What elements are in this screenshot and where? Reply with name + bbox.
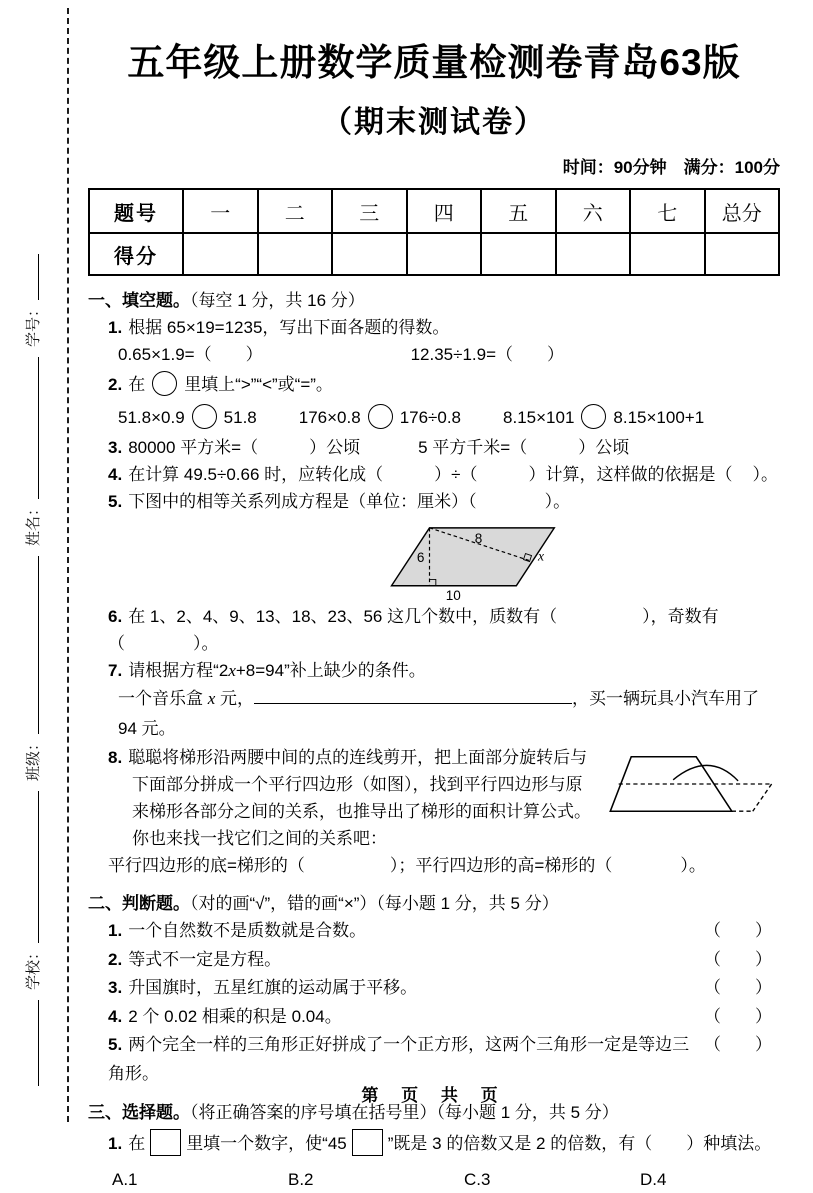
- judge-statement: 两个完全一样的三角形正好拼成了一个正方形，这两个三角形一定是等边三角形。: [108, 1035, 690, 1083]
- section1-heading: [88, 288, 780, 314]
- s1-q4-main: [108, 461, 732, 488]
- height-label: 6: [416, 550, 425, 566]
- s1-q7-text-post: +8=94”补上缺少的条件。: [235, 661, 426, 680]
- s3-q1-p3: ”既是 3 的倍数又是 2 的倍数，有（ ）种填法。: [387, 1134, 772, 1153]
- score-cell: [332, 233, 407, 275]
- page-footer: 第 页 共 页: [361, 1086, 507, 1105]
- section2-note: （对的画“√”，错的画“×”）（每小题 1 分，共 5 分）: [190, 894, 559, 913]
- s1-q7-line2-post: ，买一辆玩具小汽车用了 94 元。: [118, 689, 760, 738]
- exam-meta: 时间：90分钟 满分：100分: [562, 158, 780, 177]
- s1-q7-text-pre: 请根据方程“2: [128, 661, 229, 680]
- exam-paper-page: [10, 0, 803, 1189]
- section1-note: （每空 1 分，共 16 分）: [190, 291, 365, 310]
- s1-q3-part1: 80000 平方米=（ ）公顷: [128, 438, 361, 457]
- s1-q6-text: 在 1、2、4、9、13、18、23、56 这几个数中，质数有（ ），奇数有（ ）。: [108, 607, 719, 653]
- s2-item: [88, 974, 780, 1003]
- name-label: 姓名：: [24, 500, 42, 546]
- compare-circle: [152, 371, 177, 396]
- student-id-label: 学号：: [24, 301, 42, 347]
- s1-q7-line2: [88, 684, 780, 744]
- s1-q7-line2-mid: 元，: [215, 689, 255, 708]
- s1-q8: [88, 744, 780, 852]
- parallelogram-shape: [392, 528, 555, 586]
- s2-item-text: [108, 974, 417, 1003]
- page-subtitle: （期末测试卷）: [322, 106, 546, 139]
- s1-q5-text: 下图中的相等关系列成方程是（单位：厘米）（ ）。: [128, 492, 571, 511]
- s1-q4: [88, 461, 780, 488]
- s1-q8-text: 聪聪将梯形沿两腰中间的点的连线剪开，把上面部分旋转后与下面部分拼成一个平行四边形（如图），找到平行四边形与原来梯形各部分之间的关系，也推导出了梯形的面积计算公式。你也来找一找它们之间的关系吧：: [128, 748, 591, 848]
- compare-right: 8.15×100+1: [613, 408, 705, 427]
- question-number: 3.: [108, 438, 123, 457]
- school-fill-line-lead: [25, 1000, 39, 1086]
- slant-height-label: 8: [474, 531, 483, 547]
- judge-statement: 等式不一定是方程。: [128, 949, 282, 969]
- page-title: 五年级上册数学质量检测卷青岛63版: [127, 42, 741, 83]
- score-cell: [481, 233, 556, 275]
- s3-q1-p1: 在: [128, 1134, 146, 1153]
- s2-item: [88, 917, 780, 946]
- option-c: C.3: [464, 1170, 491, 1189]
- s1-q2-comparisons: [88, 402, 780, 434]
- question-number: 5.: [108, 492, 123, 511]
- s2-item: [88, 1031, 780, 1088]
- score-table-score-row: [89, 233, 779, 275]
- compare-circle: [581, 404, 606, 429]
- compare-left: 51.8×0.9: [118, 408, 185, 427]
- s1-q1-eq2: 12.35÷1.9=（ ）: [410, 345, 565, 364]
- class-fill-line: [25, 556, 39, 734]
- judge-statement: 升国旗时，五星红旗的运动属于平移。: [128, 978, 418, 997]
- equation-variable: x: [207, 689, 216, 708]
- compare-item: [503, 402, 704, 434]
- class-label: 班级：: [24, 735, 42, 781]
- section1-title: 一、填空题。: [88, 291, 190, 310]
- judge-bracket: （ ）: [704, 949, 772, 969]
- judge-statement: 2 个 0.02 相乘的积是 0.04。: [128, 1006, 342, 1026]
- name-fill-line: [25, 357, 39, 499]
- equation-variable: x: [228, 661, 236, 680]
- score-cell: [705, 233, 780, 275]
- score-col-5: 五: [481, 189, 556, 233]
- question-number: 3.: [108, 978, 123, 997]
- section2-title: 二、判断题。: [88, 894, 190, 913]
- seal-dashed-line: [67, 8, 69, 1122]
- question-number: 4.: [108, 1006, 123, 1026]
- compare-item: [299, 402, 461, 434]
- score-col-7: 七: [630, 189, 705, 233]
- digit-fill-box: [150, 1129, 181, 1156]
- s1-q2-prefix: 在: [128, 375, 146, 394]
- score-cell: [407, 233, 482, 275]
- question-number: 2.: [108, 949, 123, 969]
- score-col-total: 总分: [705, 189, 780, 233]
- s3-q1-p2: 里填一个数字，使“45: [186, 1134, 347, 1153]
- digit-fill-box: [352, 1129, 383, 1156]
- question-number: 6.: [108, 607, 123, 626]
- compare-circle: [368, 404, 393, 429]
- student-info-sidebar: [10, 0, 54, 1100]
- paper-content: [88, 0, 780, 1193]
- s1-q7-line2-pre: 一个音乐盒: [118, 689, 208, 708]
- s1-q7: [88, 657, 780, 684]
- judge-bracket: （ ）: [704, 1006, 772, 1026]
- s1-q1: [88, 314, 780, 341]
- s1-q3: [88, 434, 780, 461]
- score-cell: [183, 233, 258, 275]
- question-number: 8.: [108, 748, 123, 767]
- trapezoid-diagram: [604, 744, 780, 824]
- s1-q3-part2: 5 平方千米=（ ）公顷: [418, 438, 630, 457]
- score-cell: [556, 233, 631, 275]
- section2-heading: [88, 891, 780, 917]
- question-number: 1.: [108, 1134, 123, 1153]
- s1-q1-eq1: 0.65×1.9=（ ）: [118, 345, 263, 364]
- side-label: x: [538, 548, 545, 564]
- section3-note: （将正确答案的序号填在括号里）（每小题 1 分，共 5 分）: [190, 1103, 619, 1122]
- compare-right: 51.8: [223, 408, 257, 427]
- compare-item: [118, 402, 257, 434]
- score-col-6: 六: [556, 189, 631, 233]
- base-label: 10: [445, 588, 461, 604]
- question-number: 1.: [108, 318, 123, 337]
- s1-q8-relations: 平行四边形的底=梯形的（ ）；平行四边形的高=梯形的（ ）。: [108, 856, 706, 875]
- option-d: D.4: [640, 1170, 667, 1189]
- score-row-label: 得分: [89, 233, 183, 275]
- parallelogram-diagram: [386, 517, 558, 602]
- s1-q5: [88, 488, 780, 515]
- s2-item-text: [108, 917, 366, 946]
- compare-right: 176÷0.8: [399, 408, 462, 427]
- s1-q4-text: 在计算 49.5÷0.66 时，应转化成（ ）÷（ ）计算，这样做的依据是（: [128, 465, 733, 484]
- question-number: 2.: [108, 375, 123, 394]
- compare-left: 8.15×101: [503, 408, 575, 427]
- s1-q1-equations: [88, 341, 780, 368]
- score-col-4: 四: [407, 189, 482, 233]
- rotated-side-dashed: [753, 784, 772, 811]
- rotation-arc: [673, 765, 738, 780]
- s3-q1: [88, 1126, 780, 1162]
- s1-q8-line4: [88, 852, 780, 879]
- s1-q6: [88, 603, 780, 657]
- s1-q1-text: 根据 65×19=1235，写出下面各题的得数。: [128, 318, 450, 337]
- student-id-fill-line: [25, 254, 39, 300]
- score-col-2: 二: [258, 189, 333, 233]
- question-number: 7.: [108, 661, 123, 680]
- judge-bracket: （ ）: [704, 978, 772, 997]
- s1-q5-diagram-wrap: [386, 517, 780, 603]
- s3-q1-options: [88, 1166, 780, 1193]
- question-number: 1.: [108, 921, 123, 940]
- answer-write-line: [254, 688, 572, 704]
- judge-bracket: （ ）: [704, 1035, 772, 1054]
- s1-q2-suffix: 里填上“>”“<”或“=”。: [184, 375, 333, 394]
- score-table: [88, 188, 780, 276]
- school-fill-line: [25, 791, 39, 943]
- score-col-1: 一: [183, 189, 258, 233]
- section3-title: 三、选择题。: [88, 1103, 190, 1122]
- s1-q4-tail: ）。: [752, 465, 778, 484]
- score-cell: [630, 233, 705, 275]
- question-number: 5.: [108, 1035, 123, 1054]
- s2-item: [88, 946, 780, 975]
- score-table-label: 题号: [89, 189, 183, 233]
- s2-item-text: [108, 1003, 342, 1032]
- s2-item-text: [108, 946, 281, 975]
- option-b: B.2: [288, 1170, 314, 1189]
- judge-statement: 一个自然数不是质数就是合数。: [128, 921, 367, 940]
- s2-item-text: [108, 1031, 704, 1088]
- score-col-3: 三: [332, 189, 407, 233]
- compare-left: 176×0.8: [298, 408, 361, 427]
- option-a: A.1: [112, 1170, 138, 1189]
- s1-q2: [88, 368, 780, 402]
- compare-circle: [192, 404, 217, 429]
- judge-bracket: （ ）: [704, 921, 772, 940]
- question-number: 4.: [108, 465, 123, 484]
- s2-item: [88, 1003, 780, 1032]
- score-cell: [258, 233, 333, 275]
- school-label: 学校：: [24, 944, 42, 990]
- score-table-header-row: [89, 189, 779, 233]
